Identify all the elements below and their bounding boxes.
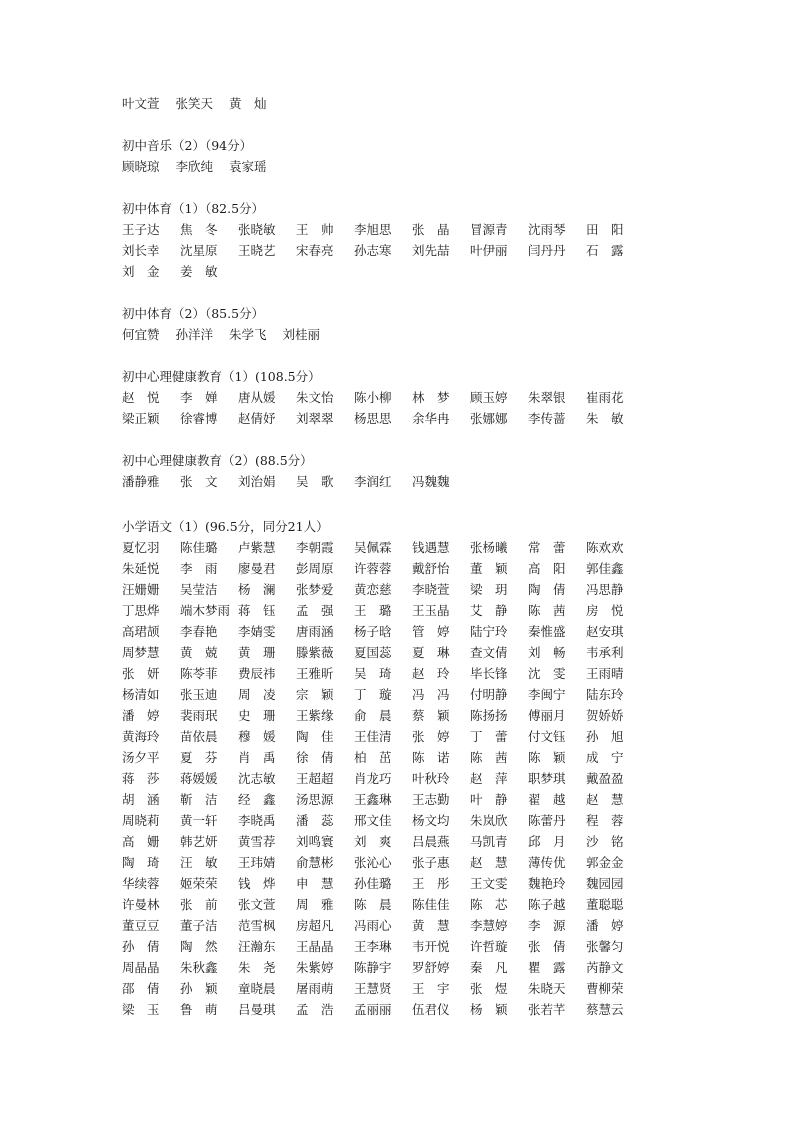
candidate-name: 周晓莉 (122, 813, 160, 828)
candidate-name: 夏 芬 (180, 750, 218, 765)
candidate-name: 傅丽月 (528, 708, 566, 723)
candidate-name: 冯 冯 (412, 687, 450, 702)
candidate-name: 张 倩 (528, 939, 566, 954)
candidate-name: 朱秋鑫 (180, 960, 218, 975)
candidate-name: 潘 婷 (122, 708, 160, 723)
candidate-name: 管 婷 (412, 624, 450, 639)
candidate-name: 陆东玲 (586, 687, 624, 702)
candidate-name: 靳 洁 (180, 792, 218, 807)
name-list (122, 219, 642, 282)
candidate-name: 张玉迪 (180, 687, 218, 702)
candidate-name: 孙 颖 (180, 981, 218, 996)
candidate-name: 秦惟盛 (528, 624, 566, 639)
candidate-name: 孟丽丽 (354, 1002, 392, 1017)
candidate-name: 夏忆羽 (122, 540, 160, 555)
candidate-name: 汤夕平 (122, 750, 160, 765)
candidate-name: 吴 歌 (296, 474, 334, 489)
candidate-name: 潘 蕊 (296, 813, 334, 828)
candidate-name: 孙洋洋 (175, 327, 214, 342)
candidate-name: 范雪枫 (238, 918, 276, 933)
candidate-name: 肖龙巧 (354, 771, 392, 786)
candidate-name: 张 文 (180, 474, 218, 489)
candidate-name: 李润红 (354, 474, 392, 489)
candidate-name: 潘 婷 (586, 918, 624, 933)
candidate-name: 职梦琪 (528, 771, 566, 786)
candidate-name: 张子惠 (412, 855, 450, 870)
candidate-name: 艾 静 (470, 603, 508, 618)
candidate-name: 何宜赞 (122, 327, 160, 342)
candidate-name: 马凯青 (470, 834, 508, 849)
section-heading: 初中心理健康教育（2）(88.5分） (122, 453, 313, 468)
candidate-name: 蒋 钰 (238, 603, 276, 618)
candidate-name: 黄 珊 (238, 645, 276, 660)
candidate-name: 焦 冬 (180, 222, 218, 237)
candidate-name: 崔雨花 (586, 390, 624, 405)
candidate-name: 穆 媛 (238, 729, 276, 744)
candidate-name: 赵 悦 (122, 390, 160, 405)
candidate-name: 张 妍 (122, 666, 160, 681)
candidate-name: 蒋 莎 (122, 771, 160, 786)
candidate-name: 闫丹丹 (528, 243, 566, 258)
name-list (122, 156, 642, 177)
candidate-name: 柏 茁 (354, 750, 392, 765)
candidate-name: 肖 禹 (238, 750, 276, 765)
candidate-name: 叶秋玲 (412, 771, 450, 786)
candidate-name: 唐从媛 (238, 390, 276, 405)
candidate-name: 梁 玥 (470, 582, 508, 597)
candidate-name: 沈志敏 (238, 771, 276, 786)
candidate-name: 高 姗 (122, 834, 160, 849)
name-list (122, 93, 642, 114)
candidate-name: 付明静 (470, 687, 508, 702)
candidate-name: 刘鸣寰 (296, 834, 334, 849)
candidate-name: 翟 越 (528, 792, 566, 807)
candidate-name: 黄 慧 (412, 918, 450, 933)
candidate-name: 韦开悦 (412, 939, 450, 954)
candidate-name: 蔡慧云 (586, 1002, 624, 1017)
candidate-name: 沈雨琴 (528, 222, 566, 237)
candidate-name: 唐雨涵 (296, 624, 334, 639)
candidate-name: 孙 旭 (586, 729, 624, 744)
section-heading: 初中音乐（2）（94分） (122, 138, 253, 153)
candidate-name: 魏园园 (586, 876, 624, 891)
candidate-name: 李 婵 (180, 390, 218, 405)
candidate-name: 陈佳璐 (180, 540, 218, 555)
candidate-name: 朱紫婷 (296, 960, 334, 975)
candidate-name: 吴佩霖 (354, 540, 392, 555)
candidate-name: 钱遇慧 (412, 540, 450, 555)
candidate-name: 朱翠银 (528, 390, 566, 405)
candidate-name: 刘 爽 (354, 834, 392, 849)
candidate-name: 刘 畅 (528, 645, 566, 660)
score-section (122, 135, 642, 177)
candidate-name: 宋春亮 (296, 243, 334, 258)
score-section (122, 93, 642, 114)
name-list (122, 324, 642, 345)
candidate-name: 王 彤 (412, 876, 450, 891)
section-heading: 初中体育（1）（82.5分） (122, 201, 265, 216)
candidate-name: 童晓晨 (238, 981, 276, 996)
candidate-name: 彭周原 (296, 561, 334, 576)
candidate-name: 鲁 萌 (180, 1002, 218, 1017)
candidate-name: 戴盈盈 (586, 771, 624, 786)
candidate-name: 苗依晨 (180, 729, 218, 744)
candidate-name: 屠雨萌 (296, 981, 334, 996)
candidate-name: 陶 然 (180, 939, 218, 954)
candidate-name: 杨思思 (354, 411, 392, 426)
candidate-name: 陈 芯 (470, 897, 508, 912)
candidate-name: 梁正颖 (122, 411, 160, 426)
candidate-name: 陶 琦 (122, 855, 160, 870)
candidate-name: 王 璐 (354, 603, 392, 618)
candidate-name: 付文钰 (528, 729, 566, 744)
candidate-name: 李旭思 (354, 222, 392, 237)
candidate-name: 王玮婧 (238, 855, 276, 870)
candidate-name: 李欣纯 (175, 159, 214, 174)
candidate-name: 查文倩 (470, 645, 508, 660)
candidate-name: 张 婷 (412, 729, 450, 744)
candidate-name: 廖曼君 (238, 561, 276, 576)
candidate-name: 李传蔷 (528, 411, 566, 426)
candidate-name: 林 梦 (412, 390, 450, 405)
candidate-name: 王 帅 (296, 222, 334, 237)
candidate-name: 黄恋慈 (354, 582, 392, 597)
candidate-name: 吕晨燕 (412, 834, 450, 849)
name-list (122, 387, 642, 429)
candidate-name: 沙 铭 (586, 834, 624, 849)
candidate-name: 顾晓琼 (122, 159, 160, 174)
candidate-name: 房 悦 (586, 603, 624, 618)
candidate-name: 蔡 颖 (412, 708, 450, 723)
candidate-name: 李春艳 (180, 624, 218, 639)
candidate-name: 刘先喆 (412, 243, 450, 258)
candidate-name: 朱延悦 (122, 561, 160, 576)
candidate-name: 王慧贤 (354, 981, 392, 996)
candidate-name: 刘翠翠 (296, 411, 334, 426)
candidate-name: 韦承利 (586, 645, 624, 660)
candidate-name: 潘静雅 (122, 474, 160, 489)
candidate-name: 陈蕾丹 (528, 813, 566, 828)
candidate-name: 张晓敏 (238, 222, 276, 237)
candidate-name: 王雨晴 (586, 666, 624, 681)
candidate-name: 黄 兢 (180, 645, 218, 660)
candidate-name: 赵安琪 (586, 624, 624, 639)
candidate-name: 袁家瑶 (229, 159, 267, 174)
candidate-name: 许曼林 (122, 897, 160, 912)
candidate-name: 陈小柳 (354, 390, 392, 405)
candidate-name: 罗舒婷 (412, 960, 450, 975)
candidate-name: 芮静文 (586, 960, 624, 975)
candidate-name: 伍君仪 (412, 1002, 450, 1017)
candidate-name: 姬荣荣 (180, 876, 218, 891)
candidate-name: 李 雨 (180, 561, 218, 576)
candidate-name: 赵 玲 (412, 666, 450, 681)
candidate-name: 魏艳玲 (528, 876, 566, 891)
candidate-name: 常 蕾 (528, 540, 566, 555)
candidate-name: 陈苓菲 (180, 666, 218, 681)
candidate-name: 孙 倩 (122, 939, 160, 954)
candidate-name: 梁 玉 (122, 1002, 160, 1017)
candidate-name: 郭金金 (586, 855, 624, 870)
candidate-name: 顾玉婷 (470, 390, 508, 405)
candidate-name: 周 凌 (238, 687, 276, 702)
candidate-name: 汪姗姗 (122, 582, 160, 597)
candidate-name: 丁思烨 (122, 603, 160, 618)
candidate-name: 陶 倩 (528, 582, 566, 597)
candidate-name: 张 煜 (470, 981, 508, 996)
candidate-name: 陈 茜 (470, 750, 508, 765)
candidate-name: 姜 敏 (180, 264, 218, 279)
score-section (122, 303, 642, 345)
candidate-name: 孟 强 (296, 603, 334, 618)
candidate-name: 石 露 (586, 243, 624, 258)
candidate-name: 朱 敏 (586, 411, 624, 426)
candidate-name: 李 源 (528, 918, 566, 933)
candidate-name: 李婧雯 (238, 624, 276, 639)
candidate-name: 孟 浩 (296, 1002, 334, 1017)
candidate-name: 邵 倩 (122, 981, 160, 996)
candidate-name: 毕长锋 (470, 666, 508, 681)
candidate-name: 陈 颖 (528, 750, 566, 765)
candidate-name: 李慧婷 (470, 918, 508, 933)
candidate-name: 孙志寒 (354, 243, 392, 258)
candidate-name: 郭佳鑫 (586, 561, 624, 576)
score-section (122, 198, 642, 282)
candidate-name: 黄雪荐 (238, 834, 276, 849)
candidate-name: 王子达 (122, 222, 160, 237)
candidate-name: 朱岚欣 (470, 813, 508, 828)
candidate-name: 王 宇 (412, 981, 450, 996)
candidate-name: 杨 澜 (238, 582, 276, 597)
candidate-name: 俞慧彬 (296, 855, 334, 870)
candidate-name: 杨子晗 (354, 624, 392, 639)
candidate-name: 邢文佳 (354, 813, 392, 828)
candidate-name: 叶 静 (470, 792, 508, 807)
candidate-name: 戴舒怡 (412, 561, 450, 576)
candidate-name: 陈静宇 (354, 960, 392, 975)
candidate-name: 冒源青 (470, 222, 508, 237)
candidate-name: 华续蓉 (122, 876, 160, 891)
candidate-name: 宗 颖 (296, 687, 334, 702)
candidate-name: 裴雨珉 (180, 708, 218, 723)
candidate-name: 刘 金 (122, 264, 160, 279)
candidate-name: 房超凡 (296, 918, 334, 933)
candidate-name: 成 宁 (586, 750, 624, 765)
candidate-name: 王晶晶 (296, 939, 334, 954)
candidate-name: 高珺颉 (122, 624, 160, 639)
candidate-name: 杨清如 (122, 687, 160, 702)
candidate-name: 薄传优 (528, 855, 566, 870)
candidate-name: 叶文萱 (122, 96, 160, 111)
candidate-name: 汪 敏 (180, 855, 218, 870)
candidate-name: 经 鑫 (238, 792, 276, 807)
candidate-name: 俞 晨 (354, 708, 392, 723)
candidate-name: 黄 灿 (229, 96, 267, 111)
candidate-name: 贺娇娇 (586, 708, 624, 723)
candidate-name: 冯思静 (586, 582, 624, 597)
candidate-name: 黄海玲 (122, 729, 160, 744)
candidate-name: 周梦慧 (122, 645, 160, 660)
candidate-name: 滕紫薇 (296, 645, 334, 660)
candidate-name: 吴莹洁 (180, 582, 218, 597)
candidate-name: 董聪聪 (586, 897, 624, 912)
candidate-name: 胡 涵 (122, 792, 160, 807)
candidate-name: 沈 雯 (528, 666, 566, 681)
candidate-name: 张杨曦 (470, 540, 508, 555)
candidate-name: 史 珊 (238, 708, 276, 723)
candidate-name: 王佳清 (354, 729, 392, 744)
candidate-name: 刘长幸 (122, 243, 160, 258)
candidate-name: 孙佳璐 (354, 876, 392, 891)
candidate-name: 陶 佳 (296, 729, 334, 744)
candidate-name: 叶伊丽 (470, 243, 508, 258)
candidate-name: 许蓉蓉 (354, 561, 392, 576)
candidate-name: 朱 尧 (238, 960, 276, 975)
candidate-name: 陈子越 (528, 897, 566, 912)
candidate-name: 吕曼琪 (238, 1002, 276, 1017)
candidate-name: 冯雨心 (354, 918, 392, 933)
candidate-name: 张梦爱 (296, 582, 334, 597)
section-heading: 初中心理健康教育（1）(108.5分） (122, 369, 321, 384)
candidate-name: 汪瀚东 (238, 939, 276, 954)
candidate-name: 张文萱 (238, 897, 276, 912)
candidate-name: 朱晓天 (528, 981, 566, 996)
section-heading: 小学语文（1）(96.5分，同分21人） (122, 519, 329, 534)
candidate-name: 王超超 (296, 771, 334, 786)
candidate-name: 丁 蕾 (470, 729, 508, 744)
candidate-name: 冯魏魏 (412, 474, 450, 489)
candidate-name: 董 颖 (470, 561, 508, 576)
candidate-name: 陆宁玲 (470, 624, 508, 639)
candidate-name: 李闽宁 (528, 687, 566, 702)
candidate-name: 朱文怡 (296, 390, 334, 405)
candidate-name: 徐 倩 (296, 750, 334, 765)
candidate-name: 杨文均 (412, 813, 450, 828)
candidate-name: 张若芊 (528, 1002, 566, 1017)
candidate-name: 李晓萱 (412, 582, 450, 597)
document-body (122, 93, 642, 1020)
candidate-name: 赵 萍 (470, 771, 508, 786)
candidate-name: 赵 慧 (586, 792, 624, 807)
candidate-name: 韩艺妍 (180, 834, 218, 849)
candidate-name: 刘桂丽 (282, 327, 321, 342)
candidate-name: 杨 颖 (470, 1002, 508, 1017)
candidate-name: 王晓艺 (238, 243, 276, 258)
candidate-name: 张娜娜 (470, 411, 508, 426)
candidate-name: 邱 月 (528, 834, 566, 849)
candidate-name: 黄一轩 (180, 813, 218, 828)
candidate-name: 王鑫琳 (354, 792, 392, 807)
candidate-name: 董子洁 (180, 918, 218, 933)
candidate-name: 高 阳 (528, 561, 566, 576)
candidate-name: 周 雅 (296, 897, 334, 912)
candidate-name: 陈 诺 (412, 750, 450, 765)
candidate-name: 费辰祎 (238, 666, 276, 681)
section-heading: 初中体育（2）（85.5分） (122, 306, 265, 321)
candidate-name: 朱学飞 (229, 327, 267, 342)
candidate-name: 丁 璇 (354, 687, 392, 702)
candidate-name: 夏 琳 (412, 645, 450, 660)
candidate-name: 张 晶 (412, 222, 450, 237)
candidate-name: 许哲璇 (470, 939, 508, 954)
candidate-name: 钱 烨 (238, 876, 276, 891)
candidate-name: 李晓禹 (238, 813, 276, 828)
candidate-name: 田 阳 (586, 222, 624, 237)
name-list (122, 471, 642, 492)
candidate-name: 陈佳佳 (412, 897, 450, 912)
candidate-name: 徐睿博 (180, 411, 218, 426)
candidate-name: 王玉晶 (412, 603, 450, 618)
candidate-name: 夏国蕊 (354, 645, 392, 660)
candidate-name: 王雅昕 (296, 666, 334, 681)
candidate-name: 汤思源 (296, 792, 334, 807)
candidate-name: 王李琳 (354, 939, 392, 954)
candidate-name: 张 前 (180, 897, 218, 912)
score-section (122, 516, 642, 1020)
candidate-name: 沈星原 (180, 243, 218, 258)
candidate-name: 余华冉 (412, 411, 450, 426)
candidate-name: 赵倩妤 (238, 411, 276, 426)
candidate-name: 张沁心 (354, 855, 392, 870)
candidate-name: 王文雯 (470, 876, 508, 891)
candidate-name: 张笑天 (175, 96, 214, 111)
candidate-name: 刘治娟 (238, 474, 276, 489)
candidate-name: 周晶晶 (122, 960, 160, 975)
score-section (122, 450, 642, 492)
candidate-name: 卢紫慧 (238, 540, 276, 555)
candidate-name: 赵 慧 (470, 855, 508, 870)
candidate-name: 张馨匀 (586, 939, 624, 954)
score-section (122, 366, 642, 429)
candidate-name: 王志勤 (412, 792, 450, 807)
candidate-name: 董豆豆 (122, 918, 160, 933)
candidate-name: 端木梦雨 (180, 603, 231, 618)
candidate-name: 陈 晨 (354, 897, 392, 912)
candidate-name: 瞿 露 (528, 960, 566, 975)
candidate-name: 申 慧 (296, 876, 334, 891)
candidate-name: 程 蓉 (586, 813, 624, 828)
candidate-name: 李朝霞 (296, 540, 334, 555)
candidate-name: 陈欢欢 (586, 540, 624, 555)
candidate-name: 秦 凡 (470, 960, 508, 975)
name-list (122, 537, 642, 1020)
candidate-name: 吴 琦 (354, 666, 392, 681)
candidate-name: 王紫缘 (296, 708, 334, 723)
candidate-name: 蒋媛媛 (180, 771, 218, 786)
candidate-name: 陈 茜 (528, 603, 566, 618)
candidate-name: 陈扬扬 (470, 708, 508, 723)
candidate-name: 曹柳荣 (586, 981, 624, 996)
